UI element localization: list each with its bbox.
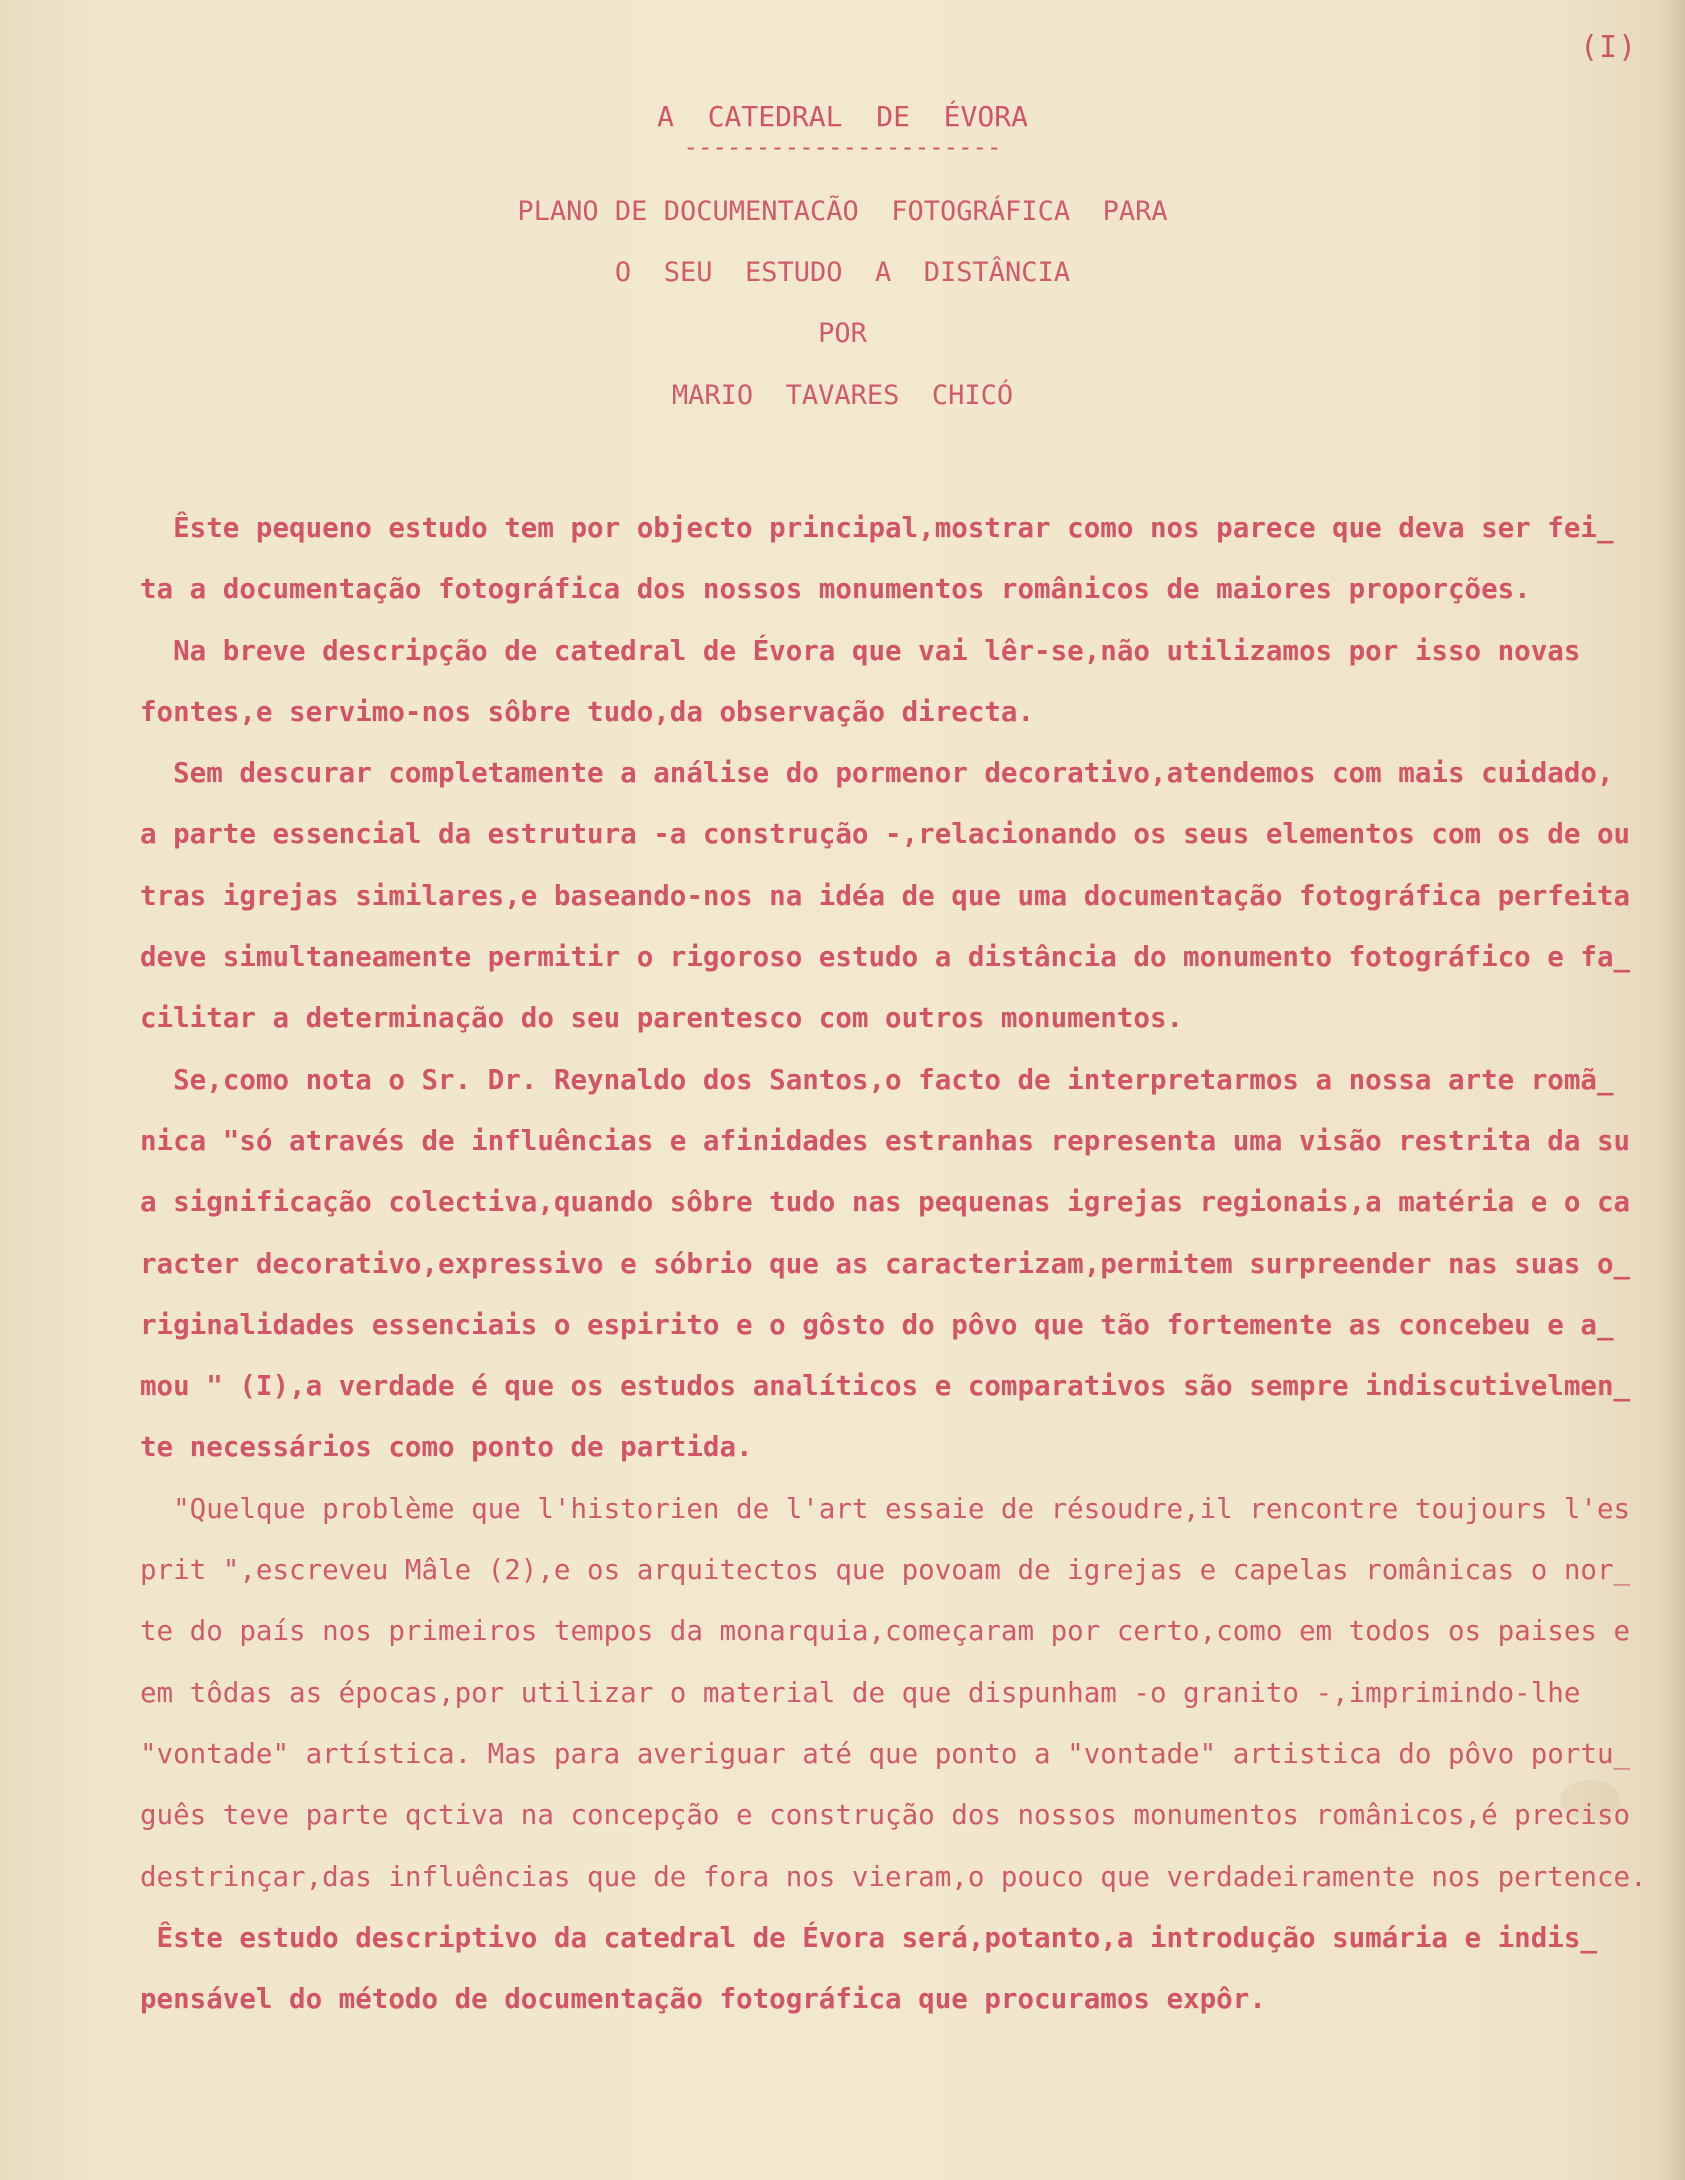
paragraph-line: Êste estudo descriptivo da catedral de Évora será,potanto,a introdução sumária e indis_ [140, 1921, 1597, 1954]
paragraph-line: Se,como nota o Sr. Dr. Reynaldo dos Santos,o facto de interpretarmos a nossa arte romã_ [140, 1063, 1614, 1096]
paragraph-line: nica "só através de influências e afinidades estranhas representa uma visão restrita da su [140, 1124, 1631, 1157]
paragraph-line: guês teve parte qctiva na concepção e construção dos nossos monumentos românicos,é preciso [140, 1799, 1631, 1832]
paragraph-line: "vontade" artística. Mas para averiguar até que ponto a "vontade" artistica do pôvo portu_ [140, 1737, 1631, 1770]
paragraph-5 [140, 1479, 1650, 1908]
paragraph-line: tras igrejas similares,e baseando-nos na idéa de que uma documentação fotográfica perfeita [140, 879, 1631, 912]
document-title: A CATEDRAL DE ÉVORA [657, 100, 1028, 133]
paragraph-line: deve simultaneamente permitir o rigoroso estudo a distância do monumento fotográfico e fa_ [140, 941, 1631, 974]
paragraph-line: destrinçar,das influências que de fora nos vieram,o pouco que verdadeiramente nos pertence. [140, 1860, 1647, 1893]
author-name: MARIO TAVARES CHICÓ [671, 380, 1014, 411]
paragraph-line: te necessários como ponto de partida. [140, 1431, 753, 1464]
paragraph-line: Êste pequeno estudo tem por objecto principal,mostrar como nos parece que deva ser fei_ [140, 512, 1614, 544]
subtitle-line-2: O SEU ESTUDO A DISTÂNCIA [614, 257, 1071, 288]
page-number: (I) [1580, 30, 1638, 65]
paragraph-line: fontes,e servimo-nos sôbre tudo,da observação directa. [140, 695, 1035, 728]
subtitle-by: POR [818, 318, 867, 349]
paragraph-line: riginalidades essenciais o espirito e o gôsto do pôvo que tão fortemente as concebeu e a_ [140, 1308, 1614, 1341]
paragraph-3 [140, 743, 1650, 1049]
paragraph-line: a parte essencial da estrutura -a construção -,relacionando os seus elementos com os de ou [140, 818, 1631, 851]
paragraph-line: em tôdas as épocas,por utilizar o material de que dispunham -o granito -,imprimindo-lhe [140, 1676, 1581, 1709]
paragraph-line: mou " (I),a verdade é que os estudos analíticos e comparativos são sempre indiscutivelmen_ [140, 1370, 1631, 1403]
paragraph-6 [140, 1908, 1650, 2031]
paragraph-2 [140, 621, 1650, 744]
paragraph-line: racter decorativo,expressivo e sóbrio que as caracterizam,permitem surpreender nas suas o_ [140, 1247, 1631, 1280]
paragraph-line: prit ",escreveu Mâle (2),e os arquitectos que povoam de igrejas e capelas românicas o nor_ [140, 1554, 1631, 1587]
title-underline: ---------------------- [683, 133, 1002, 161]
paragraph-line: te do país nos primeiros tempos da monarquia,começaram por certo,como em todos os paises e [140, 1615, 1631, 1648]
paragraph-4 [140, 1050, 1650, 1479]
paragraph-1 [140, 498, 1650, 621]
paragraph-line: pensável do método de documentação fotográfica que procuramos expôr. [140, 1983, 1266, 2016]
paragraph-line: a significação colectiva,quando sôbre tudo nas pequenas igrejas regionais,a matéria e o ca [140, 1186, 1631, 1219]
body-text [140, 498, 1650, 2030]
paragraph-line: ta a documentação fotográfica dos nossos monumentos românicos de maiores proporções. [140, 573, 1531, 606]
paragraph-line: Sem descurar completamente a análise do pormenor decorativo,atendemos com mais cuidado, [140, 757, 1614, 790]
paragraph-line: Na breve descripção de catedral de Évora que vai lêr-se,não utilizamos por isso novas [140, 634, 1581, 667]
subtitle-line-1: PLANO DE DOCUMENTACÃO FOTOGRÁFICA PARA [517, 196, 1168, 227]
paragraph-line: cilitar a determinação do seu parentesco com outros monumentos. [140, 1002, 1184, 1035]
paragraph-line: "Quelque problème que l'historien de l'art essaie de résoudre,il rencontre toujours l'es [140, 1492, 1631, 1525]
